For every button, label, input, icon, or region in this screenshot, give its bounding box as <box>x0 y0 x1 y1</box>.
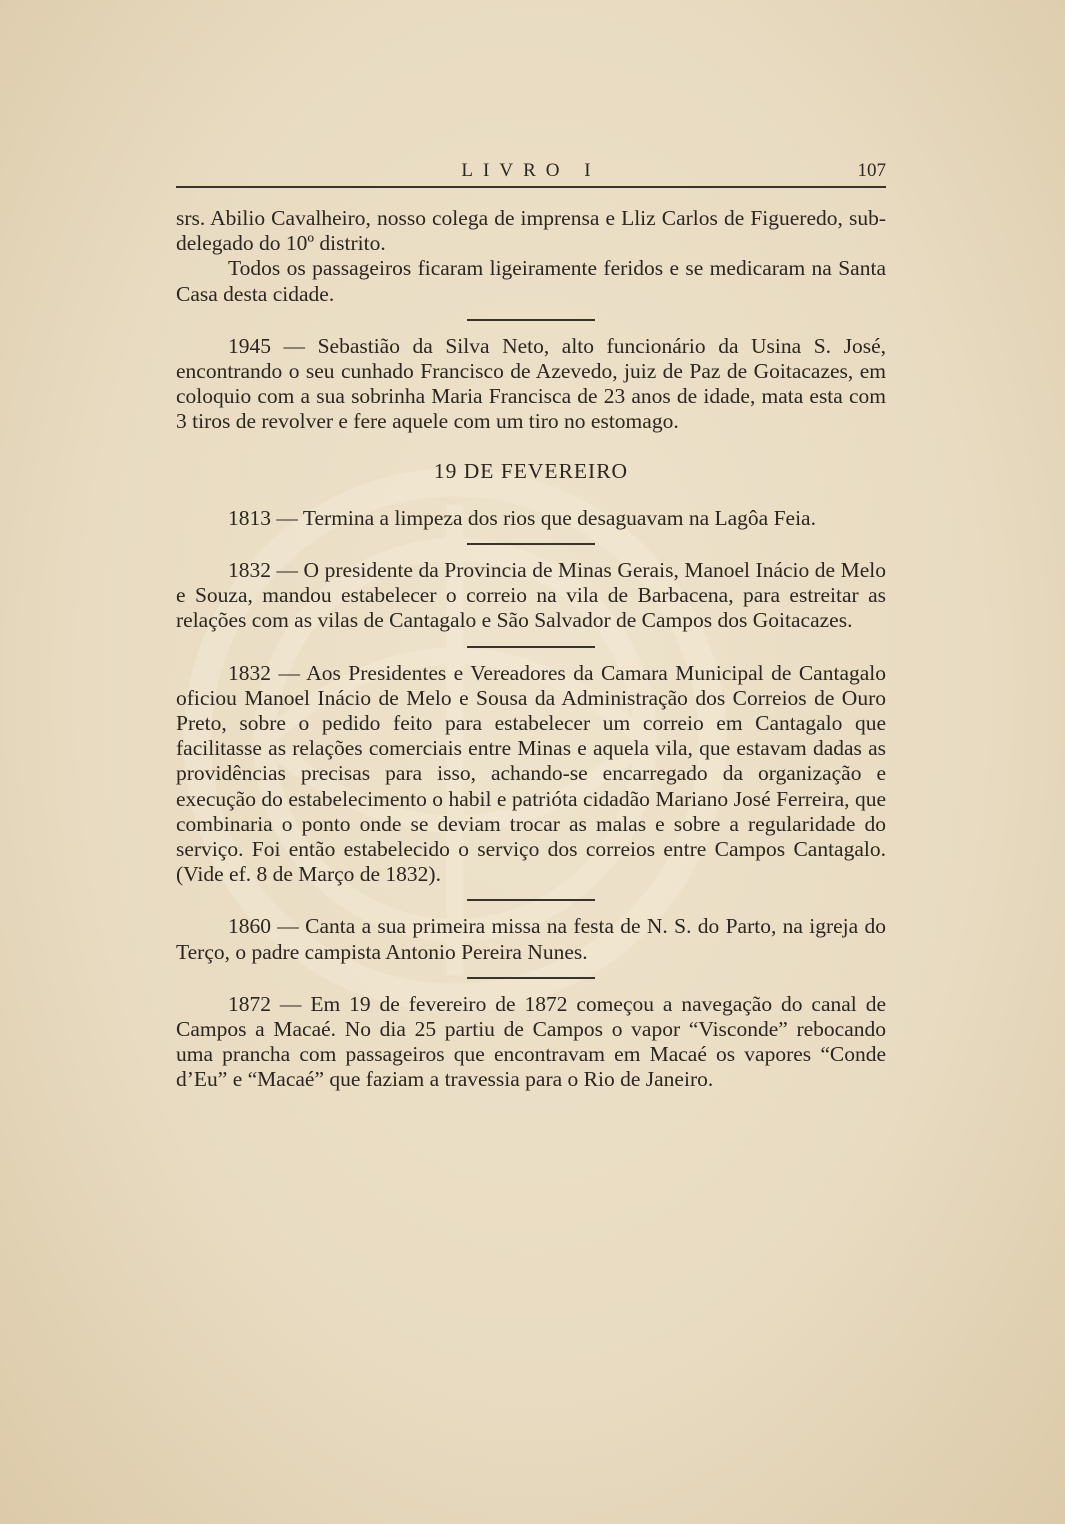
entry-1832-b: 1832 — Aos Presidentes e Vereadores da Camara Municipal de Cantagalo oficiou Manoel Inácio de Melo e Sousa da Administração dos Correios de Ouro Preto, sobre o pedido feito para estabelecer um correio em Cantagalo que facilitasse as relações comerciais entre Minas e aquela vila, que estavam dadas as providências precisas para isso, achando-se encarregado da organização e execução do estabelecimento o habil e patrióta cidadão Mariano José Ferreira, que combinaria o ponto onde se deviam trocar as malas e sobre a regularidade do serviço. Foi então estabelecido o serviço dos correios entre Campos Cantagalo. (Vide ef. 8 de Março de 1832). <box>176 660 886 887</box>
entry-1945: 1945 — Sebastião da Silva Neto, alto funcionário da Usina S. José, encontrando o seu cunhado Francisco de Azevedo, juiz de Paz de Goitacazes, em coloquio com a sua sobrinha Maria Francisca de 23 anos de idade, mata esta com 3 tiros de revolver e fere aquele com um tiro no estomago. <box>176 333 886 434</box>
running-title: LIVRO I <box>461 160 601 181</box>
separator-rule <box>467 899 595 901</box>
entry-1872: 1872 — Em 19 de fevereiro de 1872 começou a navegação do canal de Campos a Macaé. No dia 25 partiu de Campos o vapor “Visconde” rebocando uma prancha com passageiros que encontravam em Macaé os vapores “Conde d’Eu” e “Macaé” que faziam a travessia para o Rio de Janeiro. <box>176 991 886 1092</box>
page-header <box>176 158 886 188</box>
entry-1860: 1860 — Canta a sua primeira missa na festa de N. S. do Parto, na igreja do Terço, o padre campista Antonio Pereira Nunes. <box>176 914 886 964</box>
entry-1832-a: 1832 — O presidente da Provincia de Minas Gerais, Manoel Inácio de Melo e Souza, mandou estabelecer o correio na vila de Barbacena, para estreitar as relações com as vilas de Cantagalo e São Salvador de Campos dos Goitacazes. <box>176 558 886 633</box>
entry-1813: 1813 — Termina a limpeza dos rios que desaguavam na Lagôa Feia. <box>228 505 816 530</box>
paragraph: Todos os passageiros ficaram ligeiramente feridos e se medicaram na Santa Casa desta cidade. <box>176 256 886 306</box>
separator-rule <box>467 977 595 979</box>
paragraph: srs. Abilio Cavalheiro, nosso colega de imprensa e Lliz Carlos de Figueredo, sub-delegado do 10º distrito. <box>176 206 886 256</box>
page-number: 107 <box>857 160 886 181</box>
page-content <box>176 206 886 1093</box>
separator-rule <box>467 319 595 321</box>
separator-rule <box>467 646 595 648</box>
separator-rule <box>467 543 595 545</box>
section-heading: 19 DE FEVEREIRO <box>433 458 629 483</box>
